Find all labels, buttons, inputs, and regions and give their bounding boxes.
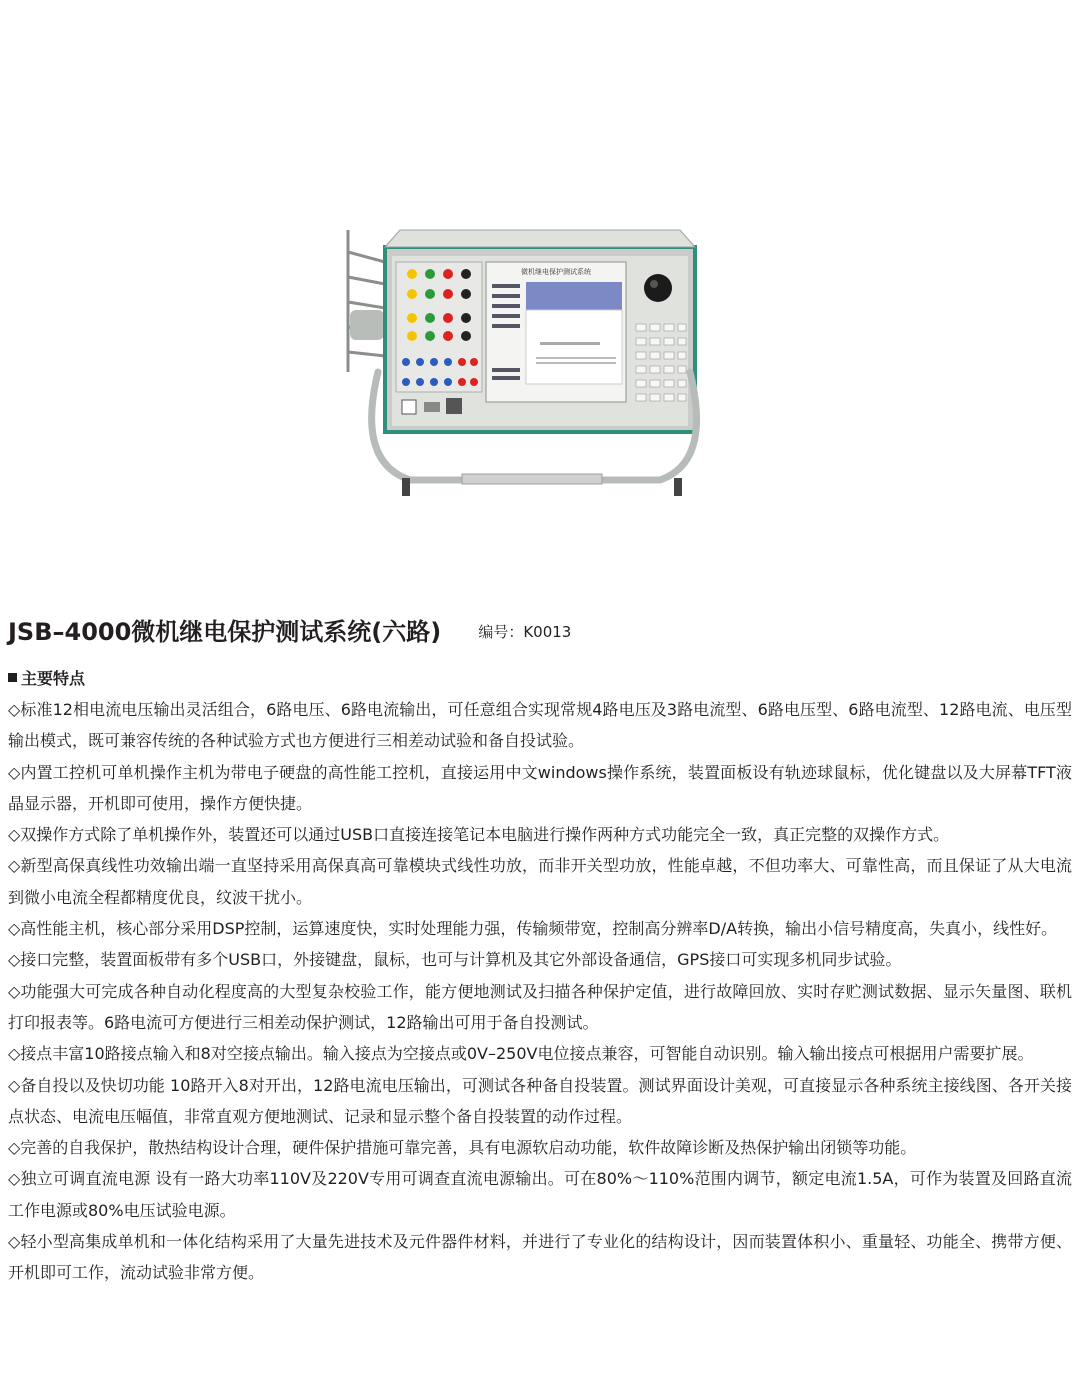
feature-item: ◇接点丰富10路接点输入和8对空接点输出。输入接点为空接点或0V–250V电位接点兼容，可智能自动识别。输入输出接点可根据用户需要扩展。 bbox=[8, 1044, 1034, 1064]
feature-item: ◇新型高保真线性功效输出端一直坚持采用高保真高可靠模块式线性功放，而非开关型功放，性能卓越，不但功率大、可靠性高，而且保证了从大电流到微小电流全程都精度优良，纹波干扰小。 bbox=[8, 856, 1072, 907]
feature-item: ◇接口完整，装置面板带有多个USB口，外接键盘，鼠标，也可与计算机及其它外部设备通信，GPS接口可实现多机同步试验。 bbox=[8, 950, 902, 970]
product-code: 编号：K0013 bbox=[478, 623, 572, 641]
feature-item: ◇完善的自我保护，散热结构设计合理，硬件保护措施可靠完善，具有电源软启动功能，软件故障诊断及热保护输出闭锁等功能。 bbox=[8, 1138, 917, 1158]
feature-item: ◇轻小型高集成单机和一体化结构采用了大量先进技术及元件器件材料，并进行了专业化的结构设计，因而装置体积小、重量轻、功能全、携带方便、开机即可工作，流动试验非常方便。 bbox=[8, 1232, 1072, 1283]
stand-bar bbox=[462, 474, 602, 484]
left-bracket bbox=[350, 310, 384, 340]
feature-item: ◇独立可调直流电源 设有一路大功率110V及220V专用可调查直流电源输出。可在80%～110%范围内调节，额定电流1.5A，可作为装置及回路直流工作电源或80%电压试验电源。 bbox=[8, 1169, 1072, 1220]
section-heading-text: 主要特点 bbox=[21, 669, 86, 688]
feature-list bbox=[8, 694, 1072, 1289]
output-terminals bbox=[396, 262, 482, 414]
title-row bbox=[8, 612, 1068, 647]
feature-item: ◇双操作方式除了单机操作外，装置还可以通过USB口直接连接笔记本电脑进行操作两种方式功能完全一致，真正完整的双操作方式。 bbox=[8, 825, 950, 845]
feature-item: ◇功能强大可完成各种自动化程度高的大型复杂校验工作，能方便地测试及扫描各种保护定值，进行故障回放、实时存贮测试数据、显示矢量图、联机打印报表等。6路电流可方便进行三相差动保护测试，12路输出可用于备自投测试。 bbox=[8, 981, 1072, 1032]
feature-item: ◇高性能主机，核心部分采用DSP控制，运算速度快，实时处理能力强，传输频带宽，控制高分辨率D/A转换，输出小信号精度高，失真小，线性好。 bbox=[8, 919, 1058, 939]
feature-item: ◇标准12相电流电压输出灵活组合，6路电压、6路电流输出，可任意组合实现常规4路电压及3路电流型、6路电压型、6路电流型、12路电流、电压型输出模式，既可兼容传统的各种试验方式也方便进行三相差动试验和备自投试验。 bbox=[8, 700, 1072, 751]
product-title: JSB–4000微机继电保护测试系统(六路) bbox=[8, 618, 442, 646]
square-bullet-icon bbox=[8, 673, 17, 682]
feature-item: ◇内置工控机可单机操作主机为带电子硬盘的高性能工控机，直接运用中文windows操作系统，装置面板设有轨迹球鼠标，优化键盘以及大屏幕TFT液晶显示器，开机即可使用，操作方便快捷。 bbox=[8, 762, 1072, 813]
left-handle bbox=[348, 230, 385, 372]
feature-item: ◇备自投以及快切功能 10路开入8对开出，12路电流电压输出，可测试各种备自投装置。测试界面设计美观，可直接显示各种系统主接线图、各开关接点状态、电流电压幅值，非常直观方便地测试、记录和显示整个备自投装置的动作过程。 bbox=[8, 1075, 1072, 1126]
section-heading bbox=[8, 666, 85, 689]
lcd-screen bbox=[486, 262, 626, 402]
screen-title: 微机继电保护测试系统 bbox=[521, 268, 591, 276]
product-photo bbox=[340, 222, 720, 502]
